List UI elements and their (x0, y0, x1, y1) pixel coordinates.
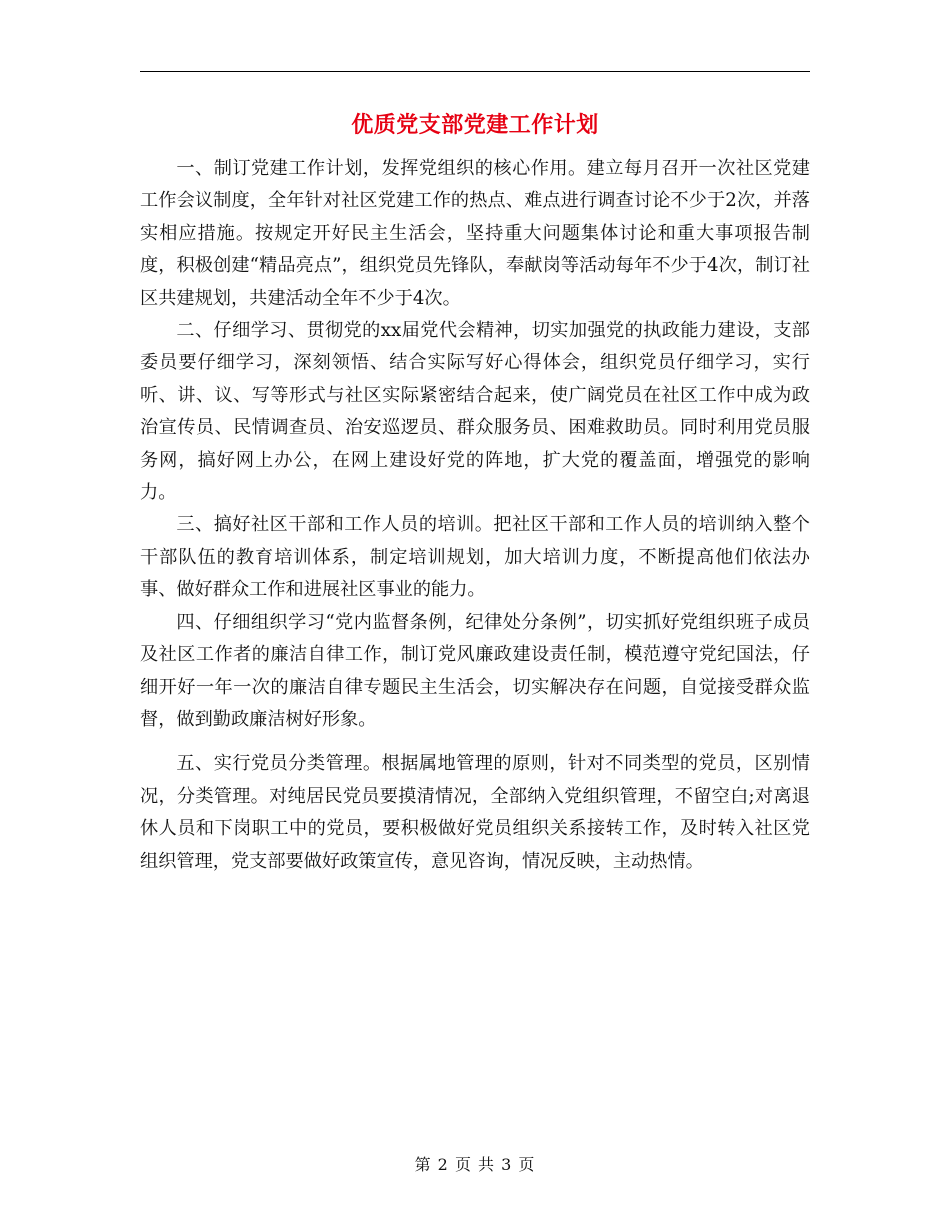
paragraph-4: 四、仔细组织学习“党内监督条例，纪律处分条例”，切实抓好党组织班子成员及社区工作者的廉洁自律工作，制订党风廉政建设责任制，模范遵守党纪国法，仔细开好一年一次的廉洁自律专题民主生活会，切实解决存在问题，自觉接受群众监督，做到勤政廉洁树好形象。 (140, 611, 810, 730)
page-number: 第 2 页 共 3 页 (414, 1155, 536, 1174)
paragraph-3: 三、搞好社区干部和工作人员的培训。把社区干部和工作人员的培训纳入整个干部队伍的教育培训体系，制定培训规划，加大培训力度，不断提高他们依法办事、做好群众工作和进展社区事业的能力。 (140, 514, 810, 601)
paragraph-5: 五、实行党员分类管理。根据属地管理的原则，针对不同类型的党员，区别情况，分类管理。对纯居民党员要摸清情况，全部纳入党组织管理，不留空白;对离退休人员和下岗职工中的党员，要积极做好党员组织关系接转工作，及时转入社区党组织管理，党支部要做好政策宣传，意见咨询，情况反映，主动热情。 (140, 753, 810, 872)
header-rule (140, 71, 810, 72)
document-body (140, 153, 810, 878)
document-title: 优质党支部党建工作计划 (351, 112, 599, 138)
paragraph-1: 一、制订党建工作计划，发挥党组织的核心作用。建立每月召开一次社区党建工作会议制度，全年针对社区党建工作的热点、难点进行调查讨论不少于2次，并落实相应措施。按规定开好民主生活会，坚持重大问题集体讨论和重大事项报告制度，积极创建“精品亮点”，组织党员先锋队，奉献岗等活动每年不少于4次，制订社区共建规划，共建活动全年不少于4次。 (140, 158, 810, 309)
paragraph-2: 二、仔细学习、贯彻党的xx届党代会精神，切实加强党的执政能力建设，支部委员要仔细学习，深刻领悟、结合实际写好心得体会，组织党员仔细学习，实行听、讲、议、写等形式与社区实际紧密结合起来，使广阔党员在社区工作中成为政治宣传员、民情调查员、治安巡逻员、群众服务员、困难救助员。同时利用党员服务网，搞好网上办公，在网上建设好党的阵地，扩大党的覆盖面，增强党的影响力。 (140, 320, 810, 504)
